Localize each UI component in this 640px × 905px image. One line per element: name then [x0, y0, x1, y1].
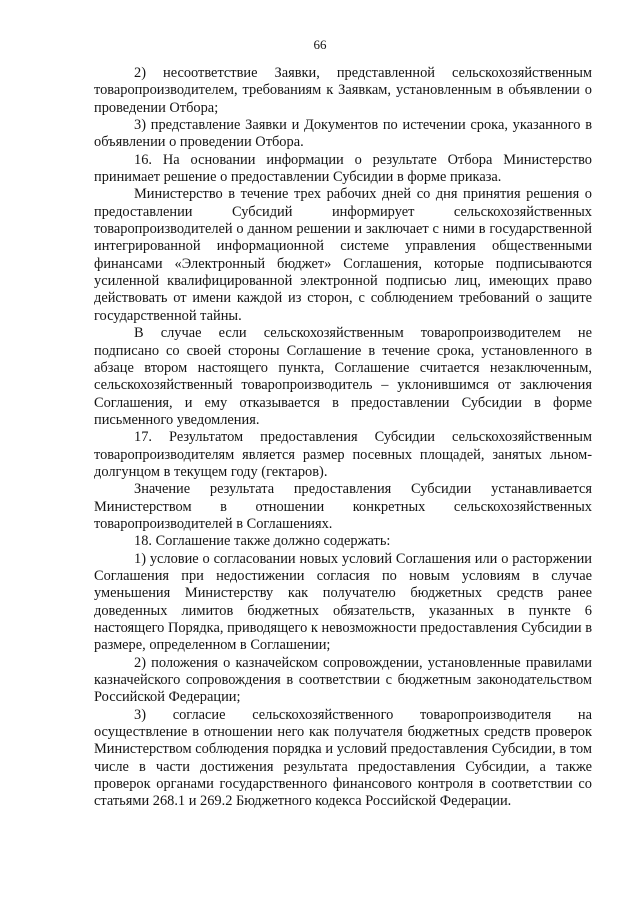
paragraph-clause-16: 16. На основании информации о результате Отбора Министерство принимает решение о предоставлении Субсидии в форме приказа.	[94, 151, 592, 186]
paragraph-clause-17: 17. Результатом предоставления Субсидии сельскохозяйственным товаропроизводителям является размер посевных площадей, занятых льном-долгунцом в текущем году (гектаров).	[94, 429, 592, 480]
paragraph-ministry-notice: Министерство в течение трех рабочих дней со дня принятия решения о предоставлении Субсидий информирует сельскохозяйственных товаропроизводителей о данном решении и заключает с ними в государственной интегрированной информационной системе управления общественными финансами «Электронный бюджет» Соглашения, которые подписываются усиленной квалифицированной электронной подписью лиц, имеющих право действовать от имени каждой из сторон, с соблюдением требований о защите государственной тайны.	[94, 186, 592, 324]
paragraph-result-value: Значение результата предоставления Субсидии устанавливается Министерством в отношении конкретных сельскохозяйственных товаропроизводителей в Соглашениях.	[94, 481, 592, 532]
paragraph-condition-1: 1) условие о согласовании новых условий Соглашения или о расторжении Соглашения при недостижении согласия по новым условиям в случае уменьшения Министерству как получателю бюджетных средств ранее доведенных лимитов бюджетных обязательств, указанных в пункте 6 настоящего Порядка, приводящего к невозможности предоставления Субсидии в размере, определенном в Соглашении;	[94, 550, 592, 654]
paragraph-clause-18: 18. Соглашение также должно содержать:	[134, 533, 391, 550]
paragraph-item-2: 2) несоответствие Заявки, представленной сельскохозяйственным товаропроизводителем, требованиям к Заявкам, установленным в объявлении о проведении Отбора;	[94, 65, 592, 116]
paragraph-unsigned-case: В случае если сельскохозяйственным товаропроизводителем не подписано со своей стороны Соглашение в течение срока, установленного в абзаце втором настоящего пункта, Соглашение считается незаключенным, сельскохозяйственный товаропроизводитель – уклонившимся от заключения Соглашения, и ему отказывается в предоставлении Субсидии в форме письменного уведомления.	[94, 325, 592, 428]
document-body	[94, 65, 592, 811]
paragraph-item-3: 3) представление Заявки и Документов по истечении срока, указанного в объявлении о проведении Отбора.	[94, 117, 592, 151]
paragraph-condition-3: 3) согласие сельскохозяйственного товаропроизводителя на осуществление в отношении него как получателя бюджетных средств проверок Министерством соблюдения порядка и условий предоставления Субсидии, в том числе в части достижения результата предоставления Субсидии, а также проверок органами государственного финансового контроля в соответствии со статьями 268.1 и 269.2 Бюджетного кодекса Российской Федерации.	[94, 706, 592, 810]
paragraph-condition-2: 2) положения о казначейском сопровождении, установленные правилами казначейского сопровождения в соответствии с бюджетным законодательством Российской Федерации;	[94, 654, 592, 706]
page-number: 66	[313, 37, 327, 52]
